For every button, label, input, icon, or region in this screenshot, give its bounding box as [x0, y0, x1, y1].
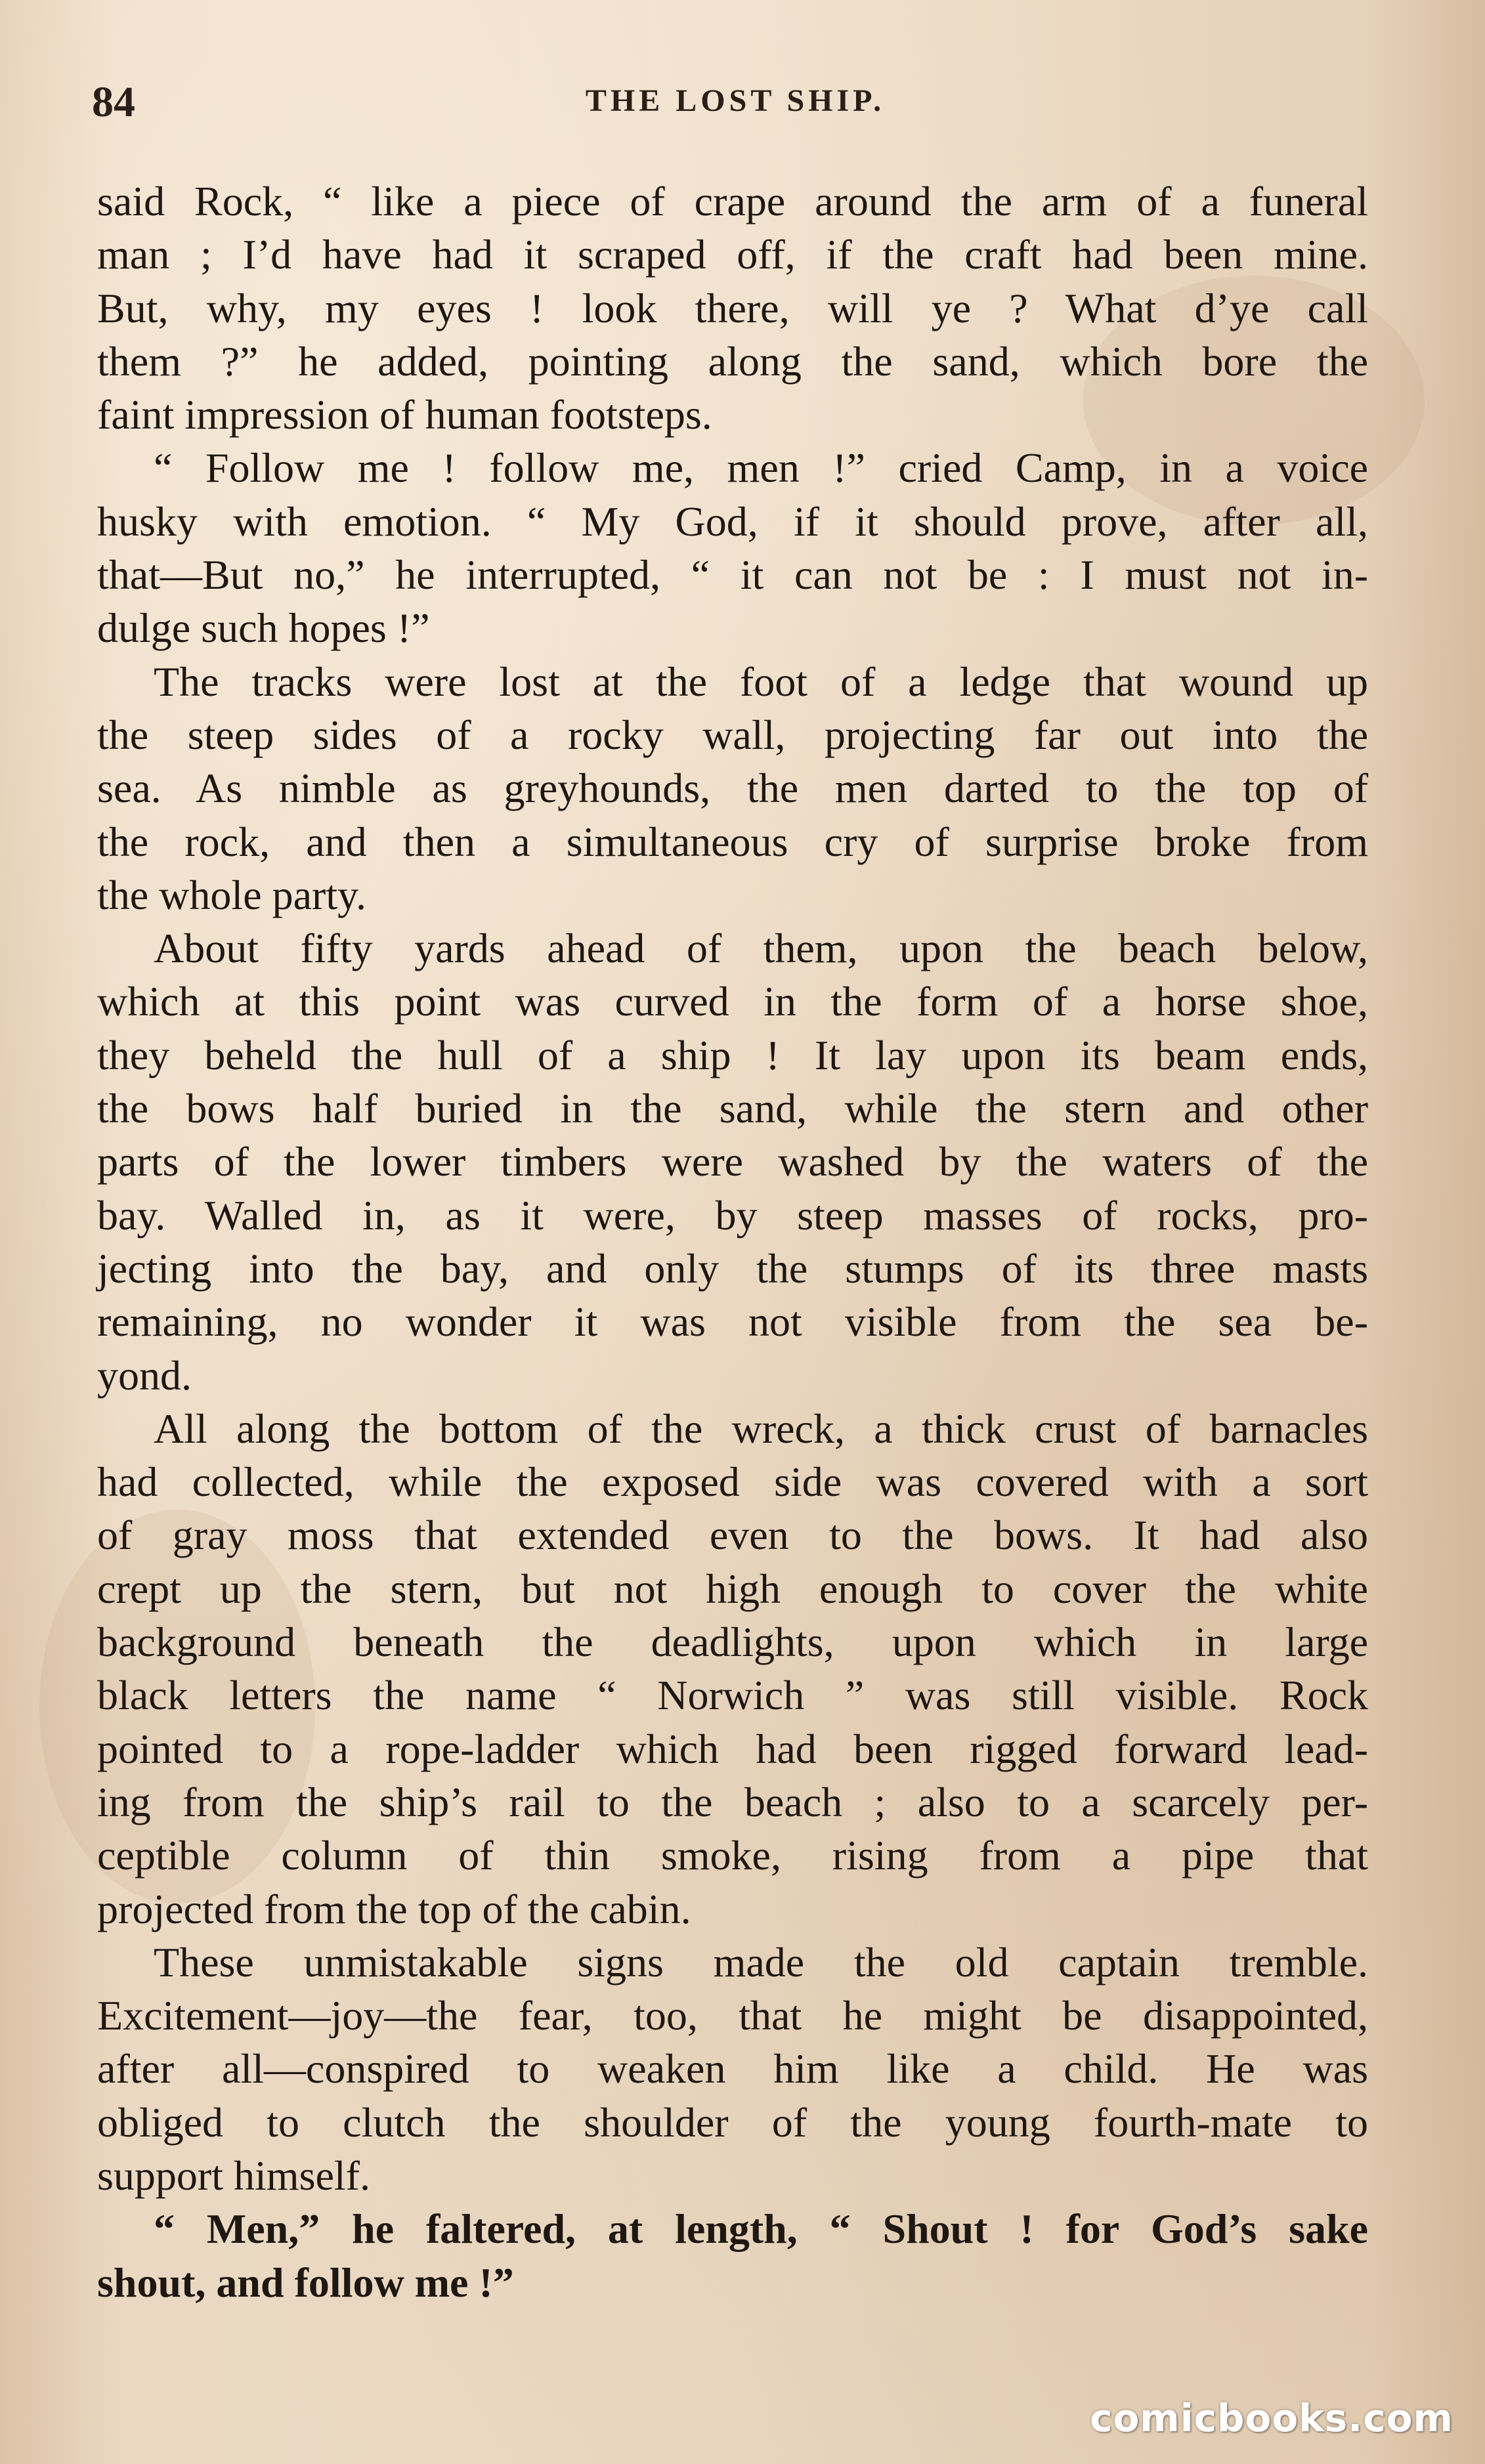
text-line: them ?” he added, pointing along the sand, which bore the: [97, 337, 1368, 385]
text-line: man ; I’d have had it scraped off, if the craft had been mine.: [97, 231, 1368, 278]
text-line: the whole party.: [97, 871, 366, 918]
text-line: of gray moss that extended even to the bows. It had also: [97, 1512, 1368, 1559]
text-line: The tracks were lost at the foot of a ledge that wound up: [154, 658, 1368, 705]
text-line: they beheld the hull of a ship ! It lay upon its beam ends,: [97, 1031, 1368, 1078]
text-line: that—But no,” he interrupted, “ it can not be : I must not in-: [97, 551, 1368, 599]
text-line: jecting into the bay, and only the stumps of its three masts: [97, 1244, 1368, 1292]
text-line: But, why, my eyes ! look there, will ye ? What d’ye call: [97, 284, 1368, 331]
text-line: These unmistakable signs made the old captain tremble.: [154, 1938, 1368, 1986]
text-line: the bows half buried in the sand, while the stern and other: [97, 1085, 1368, 1132]
text-line: “ Follow me ! follow me, men !” cried Camp, in a voice: [154, 444, 1368, 492]
text-line: faint impression of human footsteps.: [97, 391, 712, 438]
text-line: had collected, while the exposed side was covered with a sort: [97, 1458, 1368, 1506]
page-number: 84: [92, 78, 135, 126]
text-line: support himself.: [97, 2152, 370, 2199]
text-line: About fifty yards ahead of them, upon the beach below,: [154, 925, 1368, 972]
text-line: the steep sides of a rocky wall, projecting far out into the: [97, 711, 1368, 758]
text-line: pointed to a rope-ladder which had been rigged forward lead-: [97, 1725, 1368, 1772]
text-line: yond.: [97, 1351, 192, 1399]
text-line: All along the bottom of the wreck, a thick crust of barnacles: [154, 1405, 1368, 1452]
text-line: projected from the top of the cabin.: [97, 1885, 691, 1932]
text-line: obliged to clutch the shoulder of the young fourth-mate to: [97, 2098, 1368, 2146]
text-line: crept up the stern, but not high enough to cover the white: [97, 1565, 1368, 1612]
text-line: which at this point was curved in the form of a horse shoe,: [97, 978, 1368, 1025]
text-line: black letters the name “ Norwich ” was still visible. Rock: [97, 1672, 1368, 1719]
text-line: parts of the lower timbers were washed by the waters of the: [97, 1138, 1368, 1185]
text-line: “ Men,” he faltered, at length, “ Shout ! for God’s sake: [154, 2205, 1368, 2253]
text-line: after all—conspired to weaken him like a child. He was: [97, 2045, 1368, 2092]
body-text: [97, 175, 1368, 2309]
text-line: ing from the ship’s rail to the beach ; also to a scarcely per-: [97, 1778, 1368, 1825]
running-title: THE LOST SHIP.: [585, 83, 886, 118]
text-line: dulge such hopes !”: [97, 605, 430, 652]
text-line: remaining, no wonder it was not visible from the sea be-: [97, 1298, 1368, 1346]
text-line: sea. As nimble as greyhounds, the men darted to the top of: [97, 765, 1368, 812]
text-line: Excitement—joy—the fear, too, that he might be disappointed,: [97, 1992, 1368, 2039]
text-line: the rock, and then a simultaneous cry of surprise broke from: [97, 818, 1368, 865]
watermark: comicbooks.com: [1090, 2396, 1453, 2440]
text-line: ceptible column of thin smoke, rising from a pipe that: [97, 1832, 1368, 1879]
text-line: shout, and follow me !”: [97, 2259, 514, 2306]
text-line: said Rock, “ like a piece of crape around the arm of a funeral: [97, 178, 1368, 224]
text-line: husky with emotion. “ My God, if it should prove, after all,: [97, 498, 1368, 545]
text-line: background beneath the deadlights, upon which in large: [97, 1619, 1368, 1666]
running-head: [92, 77, 1379, 130]
text-line: bay. Walled in, as it were, by steep masses of rocks, pro-: [97, 1191, 1368, 1239]
